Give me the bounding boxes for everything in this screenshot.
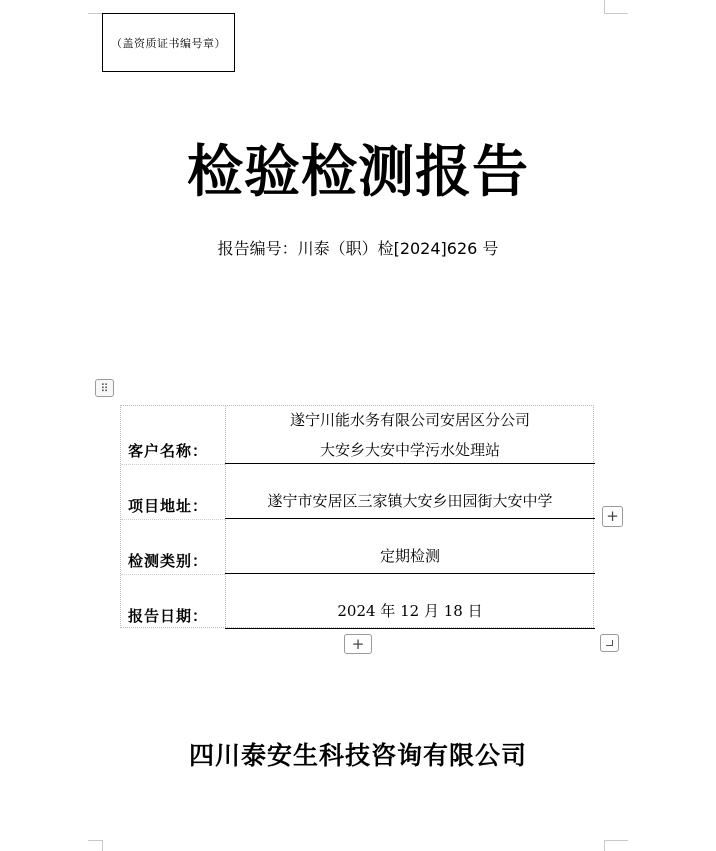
- stamp-placeholder-text: （盖资质证书编号章）: [111, 36, 226, 50]
- client-name-label: 客户名称：: [128, 442, 209, 460]
- client-name-value-line-1: 遂宁川能水务有限公司安居区分公司: [289, 411, 530, 429]
- project-address-label: 项目地址：: [128, 497, 209, 515]
- crop-mark: [604, 840, 605, 851]
- table-row-divider: [121, 519, 225, 520]
- client-name-underline: [225, 463, 595, 464]
- client-name-value-line-2: 大安乡大安中学污水处理站: [319, 441, 500, 459]
- stamp-placeholder: [102, 13, 235, 72]
- crop-mark: [102, 840, 103, 851]
- test-category-value: 定期检测: [379, 547, 440, 565]
- plus-icon: +: [351, 634, 365, 653]
- table-move-handle[interactable]: [95, 379, 114, 397]
- info-table: [120, 405, 594, 628]
- report-date-value: 2024 年 12 月 18 日: [337, 602, 483, 620]
- company-name: 四川泰安生科技咨询有限公司: [188, 741, 527, 770]
- test-category-underline: [225, 573, 595, 574]
- test-category-label: 检测类别：: [128, 552, 209, 570]
- crop-mark: [604, 13, 628, 14]
- project-address-underline: [225, 518, 595, 519]
- report-number: 报告编号：川泰（职）检[2024]626 号: [217, 239, 499, 258]
- report-title: 检验检测报告: [187, 139, 529, 205]
- add-row-button[interactable]: [344, 634, 372, 654]
- move-handle-icon: ⠿: [100, 381, 109, 395]
- crop-mark: [88, 840, 103, 841]
- crop-mark: [604, 840, 628, 841]
- table-row-divider: [121, 464, 225, 465]
- table-resize-handle[interactable]: [600, 634, 619, 652]
- plus-icon: +: [606, 507, 619, 525]
- report-date-label: 报告日期：: [128, 607, 209, 625]
- project-address-value: 遂宁市安居区三家镇大安乡田园街大安中学: [267, 492, 553, 510]
- add-column-button[interactable]: [602, 506, 623, 527]
- table-row-divider: [121, 574, 225, 575]
- crop-mark: [604, 0, 605, 14]
- report-date-underline: [225, 628, 595, 629]
